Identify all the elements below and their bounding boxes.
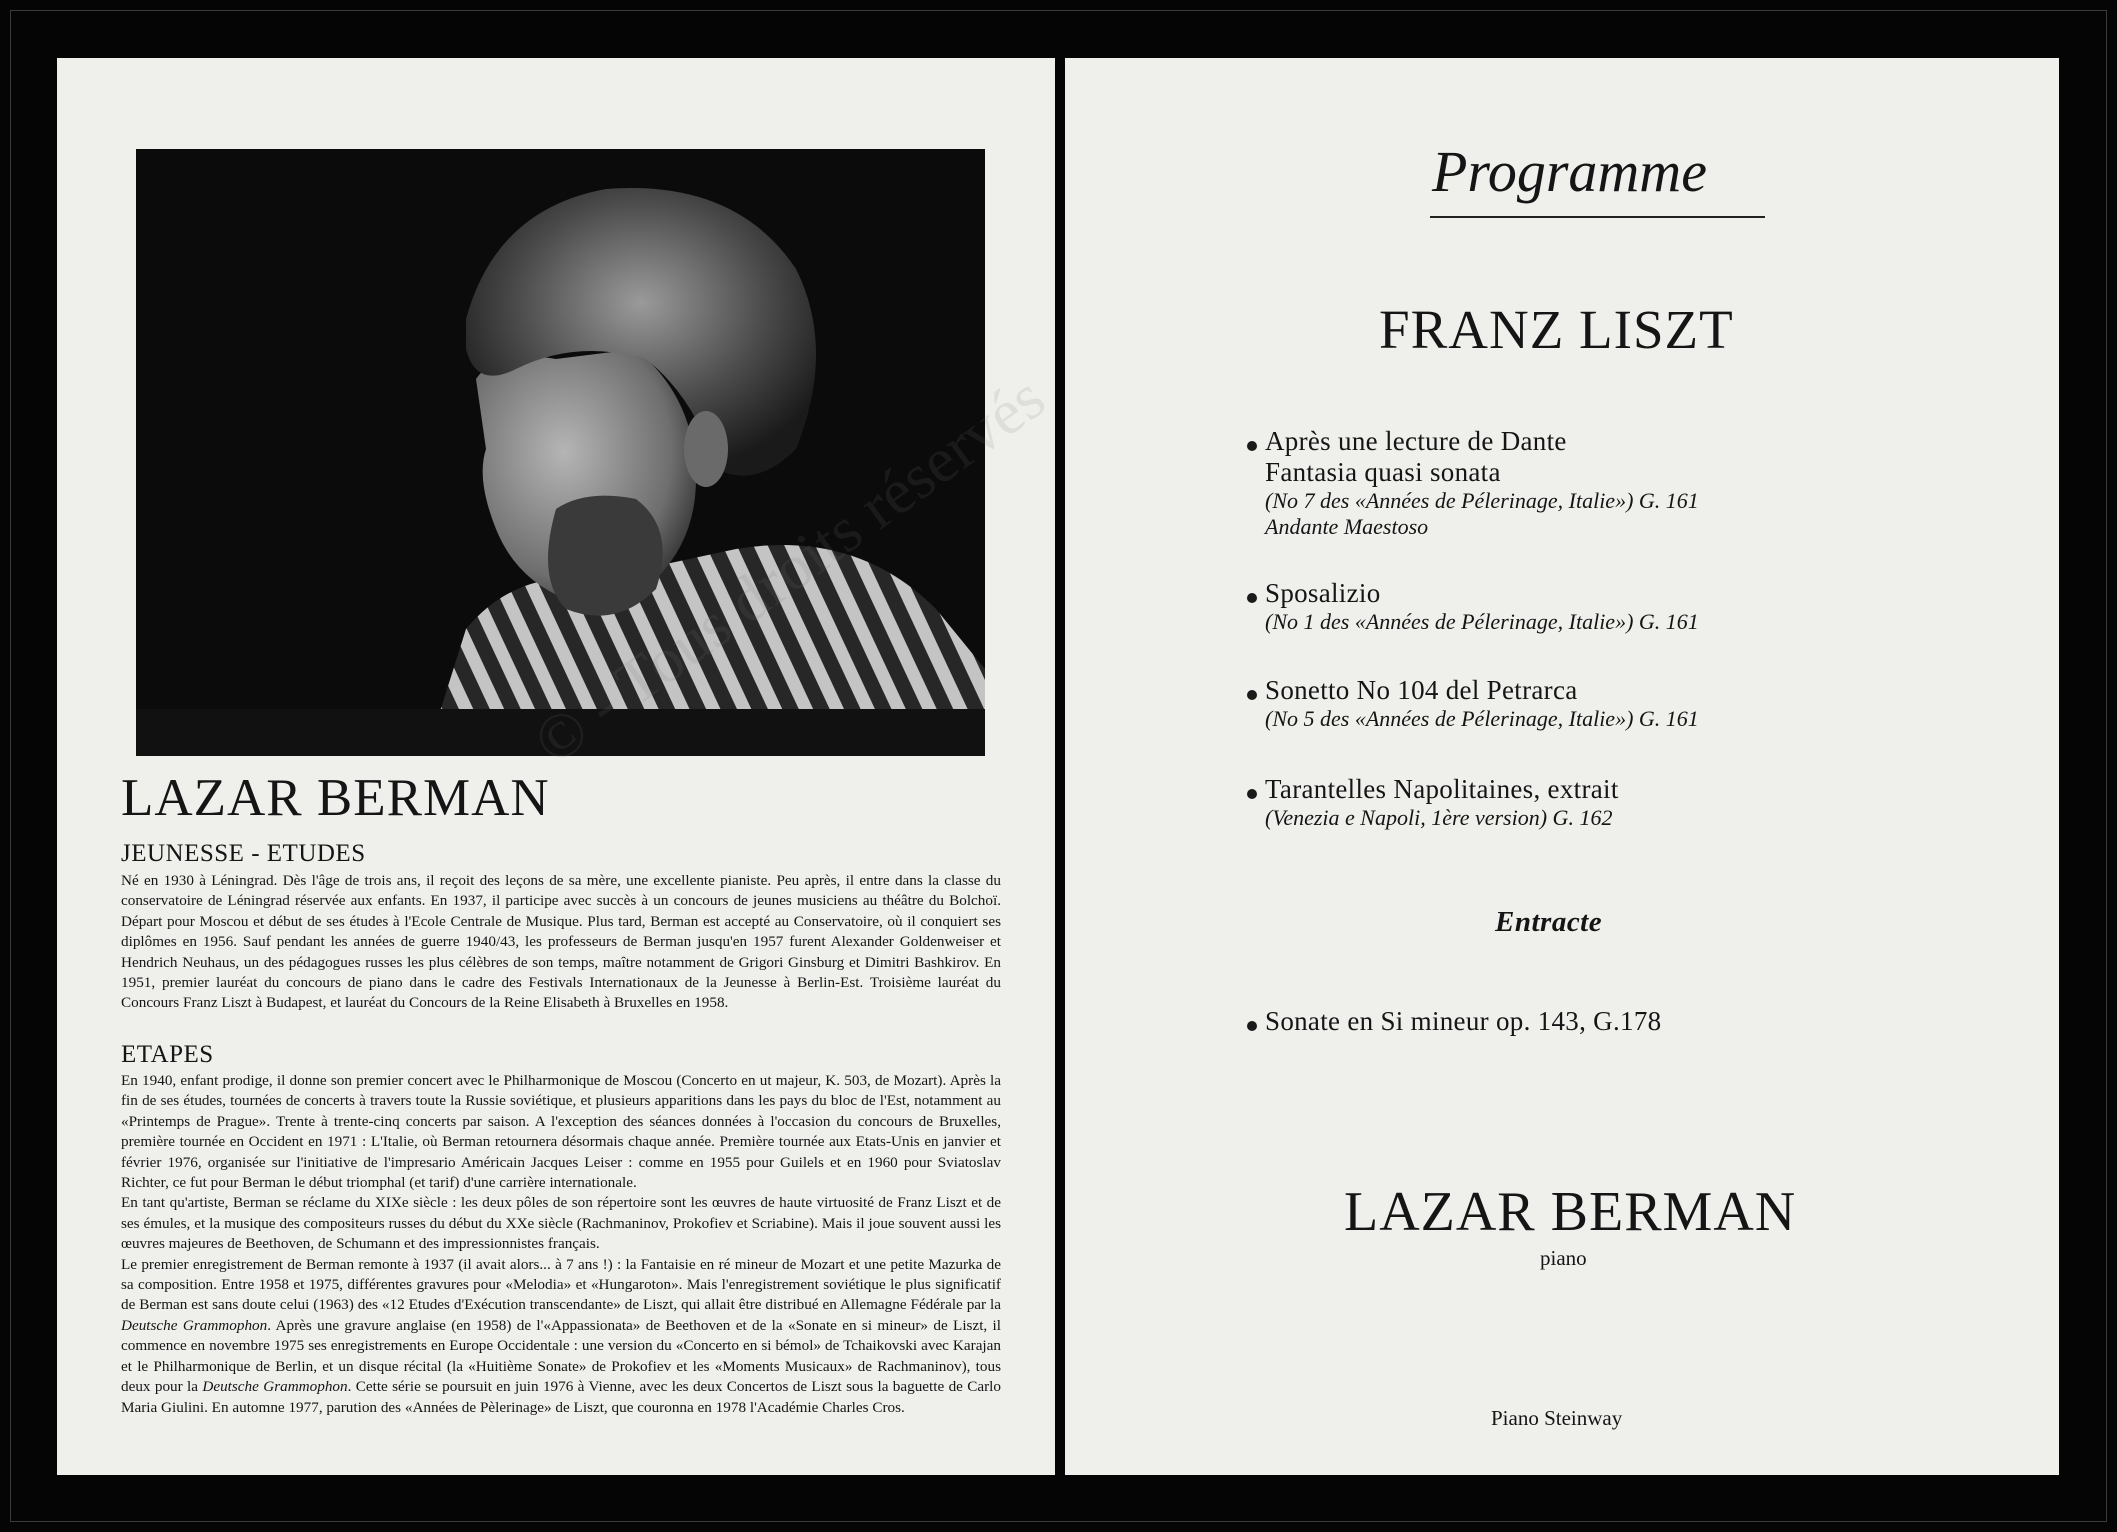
work-reference: (No 5 des «Années de Pélerinage, Italie») G. 161 (1265, 706, 1699, 731)
etapes-paragraph-2: En tant qu'artiste, Berman se réclame du XIXe siècle : les deux pôles de son répertoire sont les œuvres de haute virtuosité de Franz Liszt et de ses émules, et la musique des compositeurs russes du début du XXe siècle (Rachmaninov, Prokofiev et Scriabine). Mais il joue souvent aussi les œuvres majeures de Beethoven, de Schumann et des impressionnistes français. (121, 1194, 1001, 1253)
work-title: Après une lecture de Dante (1265, 426, 1567, 456)
etapes-text (121, 1071, 1001, 1418)
instrument-label: piano (1540, 1246, 1587, 1270)
piano-maker-note: Piano Steinway (1491, 1406, 1623, 1430)
bullet-icon (1247, 690, 1257, 700)
bullet-icon (1247, 1021, 1257, 1031)
jeunesse-text (121, 871, 1001, 1014)
left-page (57, 58, 1055, 1475)
pianist-photo (136, 149, 985, 756)
etapes-paragraph-3b: . Après une gravure anglaise (en 1958) de l'«Appassionata» de Beethoven et de la «Sonate en si mineur» de Liszt, il commence en novembre 1975 ses enregistrements en Europe Occidentale : une version du «Concerto en si bémol» de Tchaikovski avec Karajan et le Philharmonique de Berlin, et un disque récital (la «Huitième Sonate» de Prokofiev et les «Moments Musicaux» de Rachmaninov), tous deux pour la (121, 1316, 1001, 1396)
record-label-2: Deutsche Grammophon (202, 1378, 348, 1396)
work-title: Sonate en Si mineur op. 143, G.178 (1265, 1006, 1662, 1036)
program-work-2 (1265, 578, 1699, 635)
work-reference: (No 1 des «Années de Pélerinage, Italie») G. 161 (1265, 609, 1699, 634)
program-work-4 (1265, 774, 1619, 831)
bullet-icon (1247, 593, 1257, 603)
program-work-5 (1265, 1006, 1661, 1037)
record-label-1: Deutsche Grammophon (121, 1316, 268, 1334)
program-work-1 (1265, 426, 1699, 540)
etapes-paragraph-3c: . Cette série se poursuit en juin 1976 à Vienne, avec les deux Concertos de Liszt sous la baguette de Carlo Maria Giulini. En automne 1977, parution des «Années de Pèlerinage» de Liszt, que couronna en 1978 l'Académie Charles Cros. (121, 1378, 1001, 1416)
jeunesse-heading: JEUNESSE - ETUDES (121, 840, 366, 867)
work-title: Tarantelles Napolitaines, extrait (1265, 774, 1619, 804)
bullet-icon (1247, 441, 1257, 451)
jeunesse-paragraph: Né en 1930 à Léningrad. Dès l'âge de trois ans, il reçoit des leçons de sa mère, une excellente pianiste. Peu après, il entre dans la classe du conservatoire de Léningrad réservée aux enfants. En 1937, il participe avec succès à un concours de jeunes musiciens au théâtre du Bolchoï. Départ pour Moscou et début de ses études à l'Ecole Centrale de Musique. Plus tard, Berman est accepté au Conservatoire, où il conquiert ses diplômes en 1956. Sauf pendant les années de guerre 1940/43, les professeurs de Berman jusqu'en 1957 furent Alexander Goldenweiser et Hendrich Neuhaus, un des pédagogues russes les plus célèbres de son temps, maître notamment de Grigori Ginsburg et Dimitri Bashkirov. En 1951, premier lauréat du concours de piano dans le cadre des Festivals Internationaux de la Jeunesse à Berlin-Est. Troisième lauréat du Concours Franz Liszt à Budapest, et lauréat du Concours de la Reine Elisabeth à Bruxelles en 1958. (121, 872, 1001, 1012)
bullet-icon (1247, 789, 1257, 799)
title-underline (1430, 216, 1765, 218)
work-reference: (No 7 des «Années de Pélerinage, Italie») G. 161 (1265, 488, 1699, 513)
etapes-paragraph-3 (121, 1255, 1001, 1418)
entracte-label: Entracte (1495, 906, 1603, 938)
artist-name-heading: LAZAR BERMAN (121, 769, 550, 827)
performer-name: LAZAR BERMAN (1344, 1181, 1797, 1243)
programme-title: Programme (1432, 139, 1707, 204)
work-tempo: Andante Maestoso (1265, 514, 1429, 539)
program-work-3 (1265, 675, 1699, 732)
composer-name: FRANZ LISZT (1379, 299, 1734, 360)
etapes-paragraph-3a: Le premier enregistrement de Berman remonte à 1937 (il avait alors... à 7 ans !) : la Fantaisie en ré mineur de Mozart et une petite Mazurka de sa composition. Entre 1958 et 1975, différentes gravures pour «Melodia» et «Hungaroton». Mais l'enregistrement soviétique le plus significatif de Berman est sans doute celui (1963) des «12 Etudes d'Exécution transcendante» de Liszt, qui allait être distribué en Allemagne Fédérale par la (121, 1255, 1001, 1314)
etapes-heading: ETAPES (121, 1041, 214, 1068)
work-reference: (Venezia e Napoli, 1ère version) G. 162 (1265, 805, 1613, 830)
work-title: Sonetto No 104 del Petrarca (1265, 675, 1578, 705)
work-title: Sposalizio (1265, 578, 1381, 608)
etapes-paragraph-1: En 1940, enfant prodige, il donne son premier concert avec le Philharmonique de Moscou (Concerto en ut majeur, K. 503, de Mozart). Après la fin de ses études, tournées de concerts à travers toute la Russie soviétique, et plusieurs apparitions dans les pays du bloc de l'Est, notamment au «Printemps de Prague». Trente à trente-cinq concerts par saison. A l'exception des séances données à l'occasion du concours de Bruxelles, première tournée en Occident en 1971 : L'Italie, où Berman retournera désormais chaque année. Première tournée aux Etats-Unis en janvier et février 1976, organisée sur l'initiative de l'impresario Américain Jacques Leiser : comme en 1955 pour Guilels et en 1960 pour Sviatoslav Richter, ce fut pour Berman le début triomphal (et tarif) d'une carrière internationale. (121, 1072, 1001, 1192)
work-subtitle: Fantasia quasi sonata (1265, 457, 1501, 487)
right-page (1065, 58, 2059, 1475)
